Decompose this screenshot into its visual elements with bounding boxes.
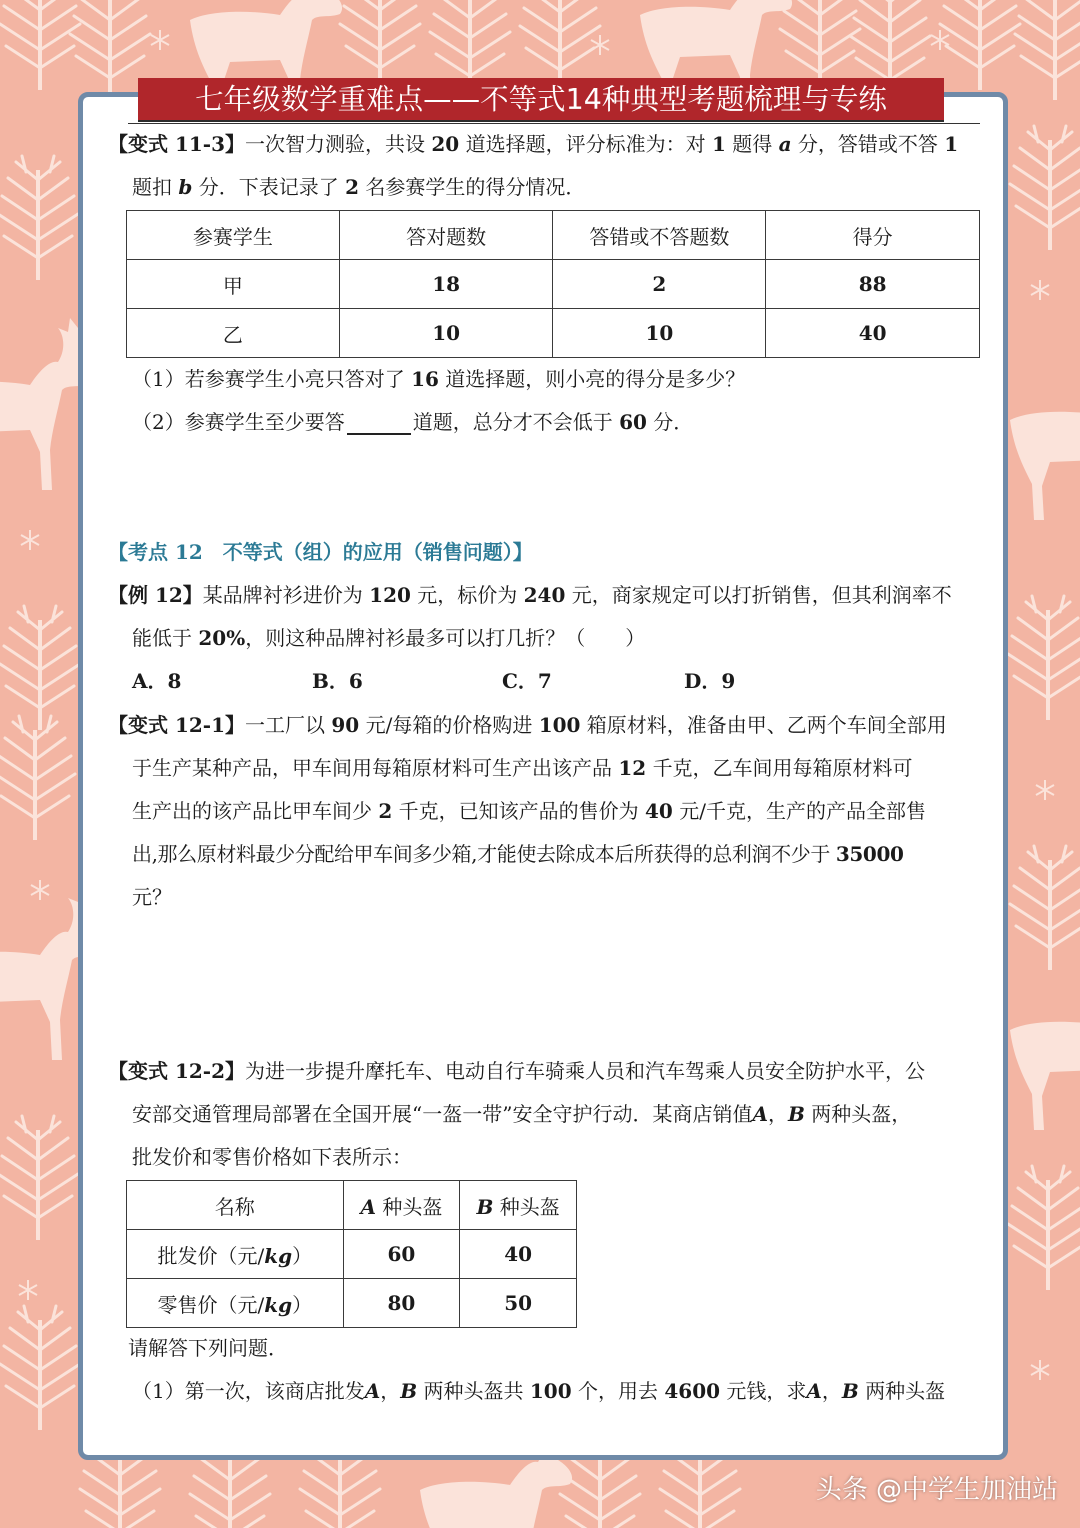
question-12-1-line-5: 元？ — [132, 885, 172, 909]
table-header-cell: B 种头盔 — [460, 1181, 577, 1230]
table-cell: 80 — [343, 1279, 460, 1328]
table-header-cell: 答对题数 — [339, 211, 553, 260]
page-title: 七年级数学重难点——不等式14种典型考题梳理与专练 — [138, 78, 944, 122]
score-table — [126, 210, 980, 358]
table-cell: 18 — [339, 260, 553, 309]
table-cell: 40 — [460, 1230, 577, 1279]
table-header-row — [127, 211, 980, 260]
table-cell: 乙 — [127, 309, 340, 358]
question-tag: 【变式 12-2】 — [108, 1059, 246, 1083]
question-11-3-sub-2: （2）参赛学生至少要答 道题，总分才不会低于 60 分． — [132, 410, 694, 434]
table-header-cell: 答错或不答题数 — [553, 211, 766, 260]
example-12-line-1: 【例 12】某品牌衬衫进价为 120 元，标价为 240 元，商家规定可以打折销售，但其利润率不 — [108, 583, 952, 607]
table-header-cell: 参赛学生 — [127, 211, 340, 260]
example-12-line-2: 能低于 20%，则这种品牌衬衫最多可以打几折？（ ） — [132, 626, 646, 650]
table-cell: 10 — [553, 309, 766, 358]
question-12-2-line-1: 【变式 12-2】为进一步提升摩托车、电动自行车骑乘人员和汽车驾乘人员安全防护水平，公 — [108, 1059, 926, 1083]
question-tag: 【变式 11-3】 — [108, 132, 246, 156]
option-b: B．6 — [312, 669, 363, 693]
table-cell: 零售价（元/kg） — [127, 1279, 344, 1328]
option-a: A．8 — [132, 669, 182, 693]
table-cell: 批发价（元/kg） — [127, 1230, 344, 1279]
question-11-3-line-2: 题扣 b 分．下表记录了 2 名参赛学生的得分情况． — [132, 175, 586, 199]
option-d: D．9 — [684, 669, 736, 693]
question-tag: 【变式 12-1】 — [108, 713, 246, 737]
question-11-3-line-1: 【变式 11-3】一次智力测验，共设 20 道选择题，评分标准为：对 1 题得 a 分，答错或不答 1 — [108, 132, 959, 156]
question-12-2-sub-1: （1）第一次，该商店批发A，B 两种头盔共 100 个，用去 4600 元钱，求A，B 两种头盔 — [132, 1379, 946, 1403]
watermark-text: 头条 @中学生加油站 — [815, 1475, 1058, 1505]
table-cell: 88 — [766, 260, 980, 309]
question-12-1-line-2: 于生产某种产品，甲车间用每箱原材料可生产出该产品 12 千克，乙车间用每箱原材料可 — [132, 756, 913, 780]
question-tag: 【例 12】 — [108, 583, 203, 607]
question-12-1-line-4: 出,那么原材料最少分配给甲车间多少箱,才能使去除成本后所获得的总利润不少于 35000 — [132, 842, 904, 866]
section-heading-kaodian-12: 【考点 12 不等式（组）的应用（销售问题）】 — [108, 540, 533, 564]
table-cell: 2 — [553, 260, 766, 309]
table-row — [127, 1230, 577, 1279]
question-12-2-line-2: 安部交通管理局部署在全国开展“一盔一带”安全守护行动．某商店销值A，B 两种头盔， — [132, 1102, 912, 1126]
table-cell: 10 — [339, 309, 553, 358]
question-11-3-sub-1: （1）若参赛学生小亮只答对了 16 道选择题，则小亮的得分是多少？ — [132, 367, 746, 391]
table-header-cell: A 种头盔 — [343, 1181, 460, 1230]
question-12-2-instruction: 请解答下列问题． — [128, 1336, 288, 1360]
question-12-1-line-1: 【变式 12-1】一工厂以 90 元/每箱的价格购进 100 箱原材料，准备由甲、乙两个车间全部用 — [108, 713, 947, 737]
table-header-row — [127, 1181, 577, 1230]
table-row — [127, 1279, 577, 1328]
question-12-1-line-3: 生产出的该产品比甲车间少 2 千克，已知该产品的售价为 40 元/千克，生产的产品全部售 — [132, 799, 926, 823]
table-cell: 40 — [766, 309, 980, 358]
option-c: C．7 — [502, 669, 552, 693]
question-12-2-line-3: 批发价和零售价格如下表所示： — [132, 1145, 412, 1169]
table-cell: 50 — [460, 1279, 577, 1328]
table-cell: 60 — [343, 1230, 460, 1279]
answer-blank — [347, 413, 411, 435]
table-header-cell: 名称 — [127, 1181, 344, 1230]
helmet-price-table — [126, 1180, 577, 1328]
table-row — [127, 260, 980, 309]
table-cell: 甲 — [127, 260, 340, 309]
table-header-cell: 得分 — [766, 211, 980, 260]
table-row — [127, 309, 980, 358]
